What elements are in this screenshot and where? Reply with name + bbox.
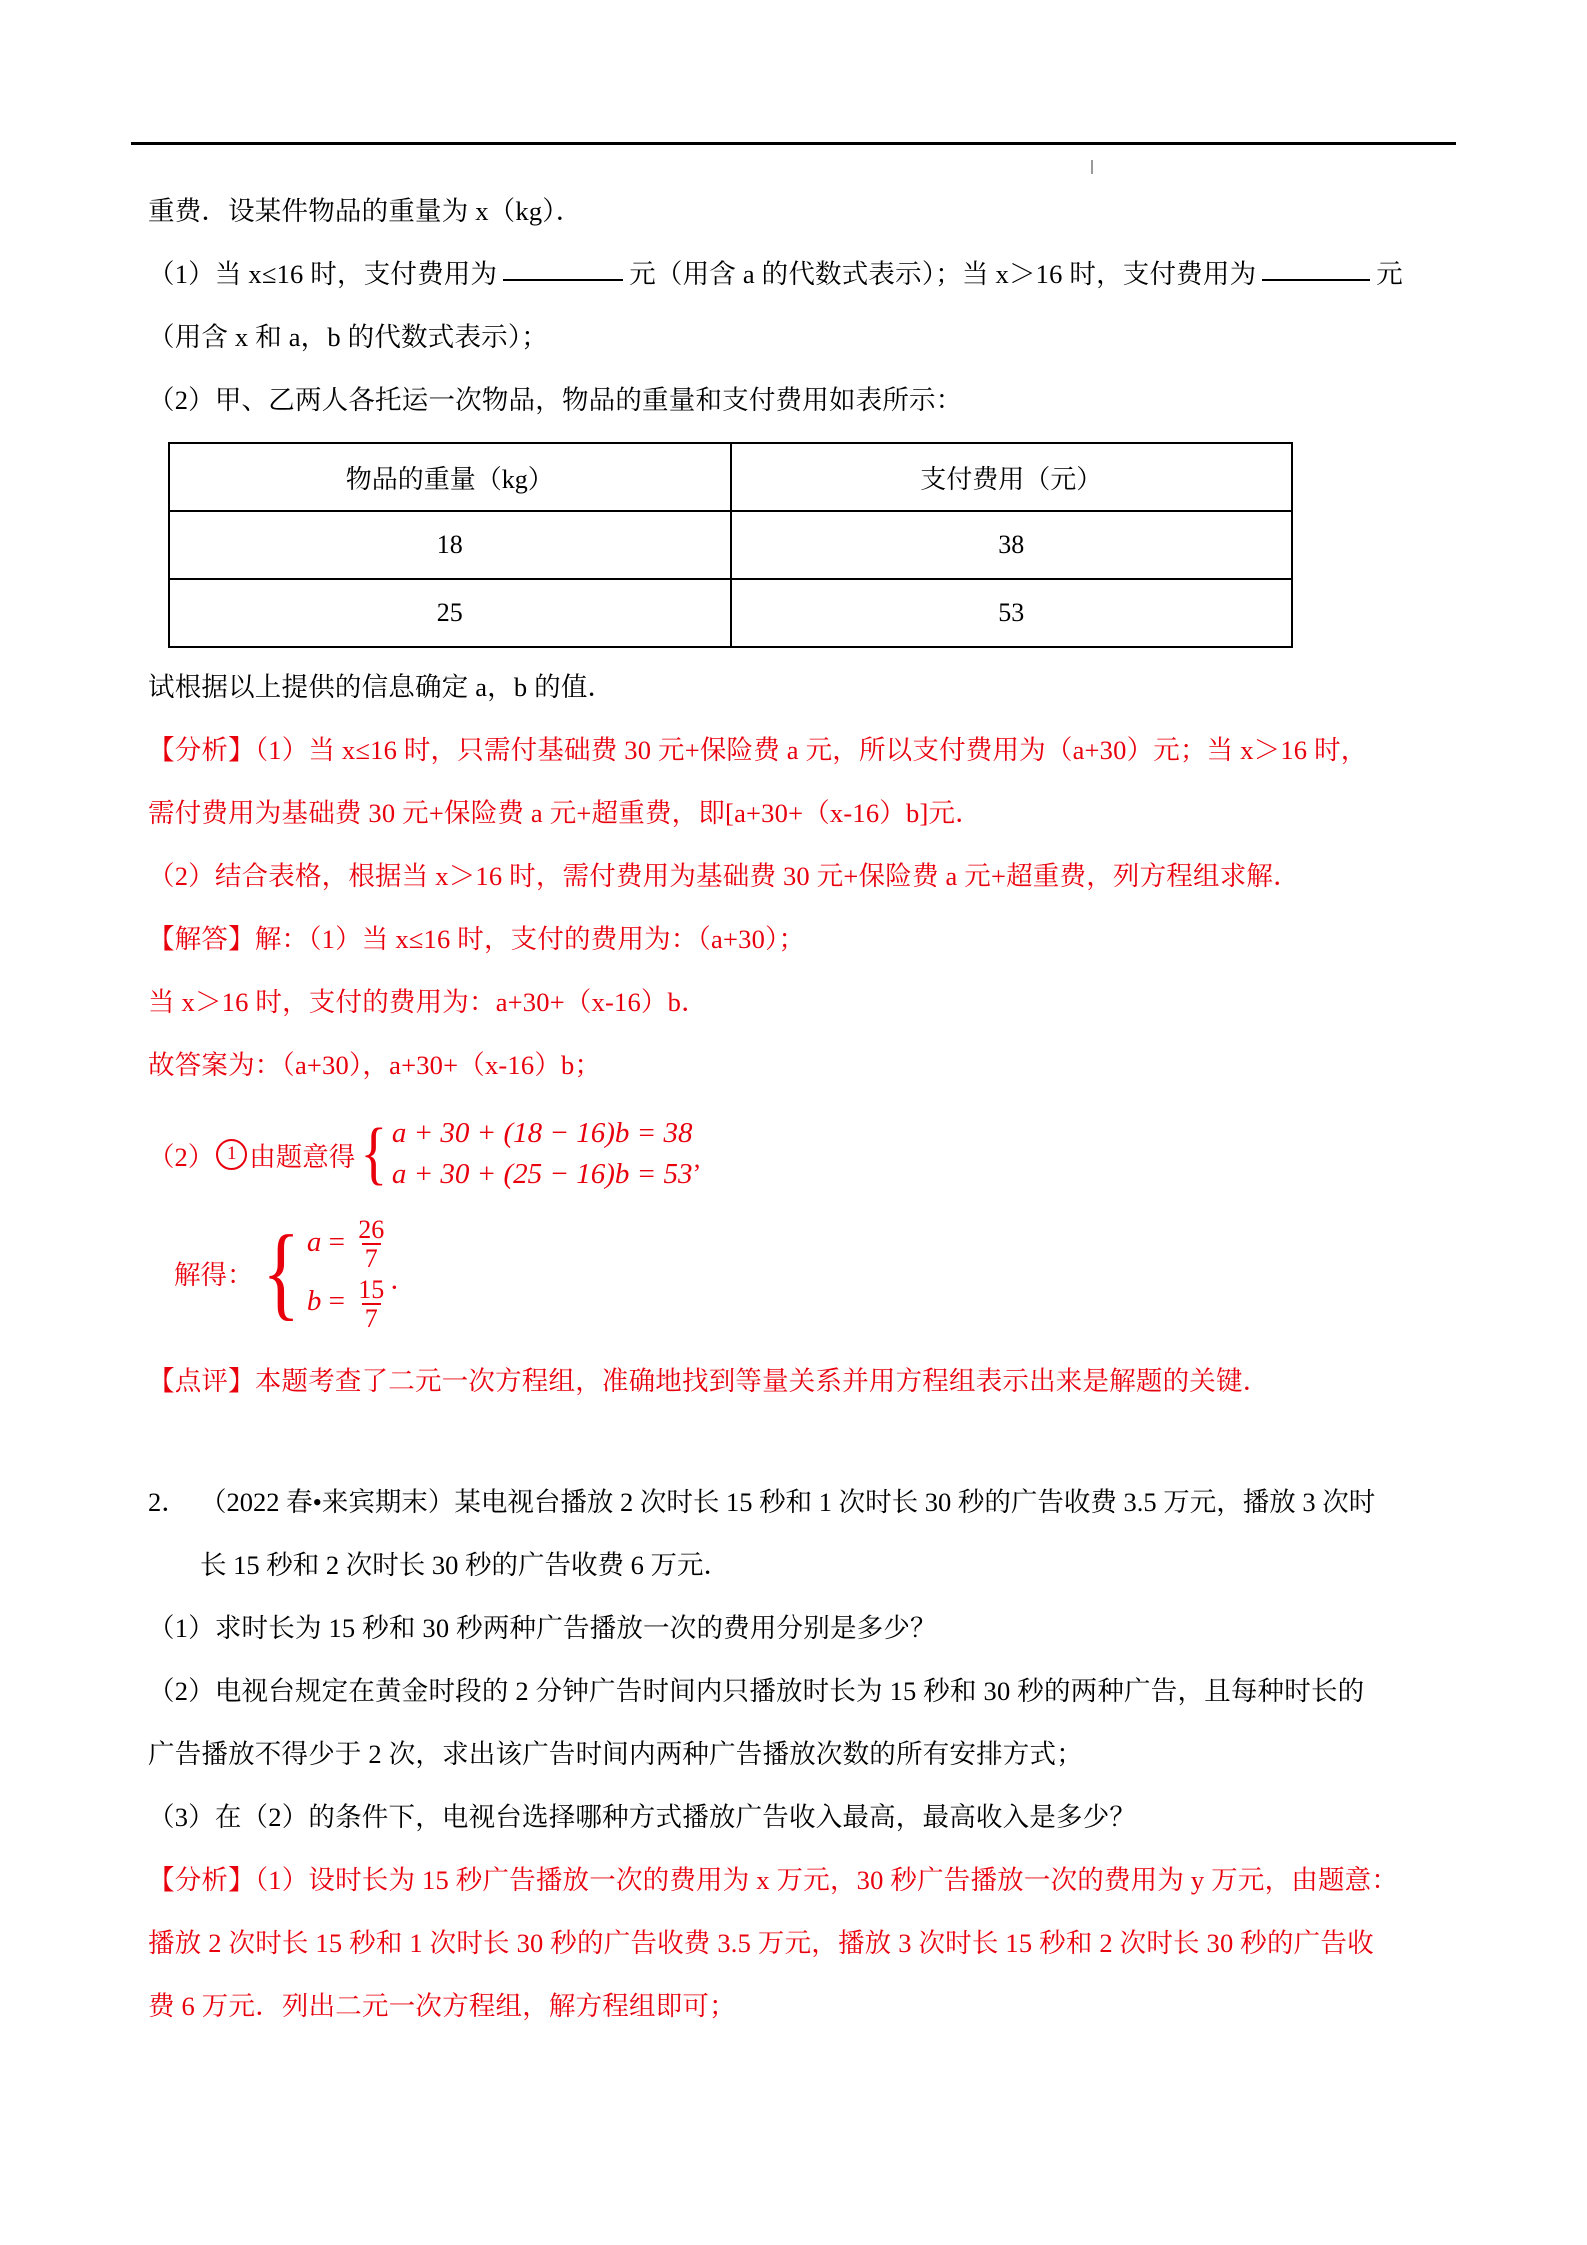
table-row: [169, 511, 1292, 579]
p1-question1-line: [148, 243, 1448, 306]
answer-part2-text: 由题意得: [249, 1141, 356, 1172]
p2-question-1: （1）求时长为 15 秒和 30 秒两种广告播放一次的费用分别是多少？: [148, 1612, 937, 1643]
problem-2-stem-text-2: 长 15 秒和 2 次时长 30 秒的广告收费 6 万元．: [200, 1549, 730, 1580]
p1-question1-cont: （用含 x 和 a，b 的代数式表示）；: [148, 322, 549, 352]
fraction-b-denominator: 7: [362, 1303, 381, 1332]
p1-analysis-line-2: 需付费用为基础费 30 元+保险费 a 元+超重费，即[a+30+（x‑16）b]元．: [148, 798, 982, 828]
table-cell-fee-2: 53: [731, 579, 1293, 647]
p1-lead-line: 重费．设某件物品的重量为 x（kg）．: [148, 196, 583, 226]
p1-after-table: 试根据以上提供的信息确定 a，b 的值．: [148, 672, 615, 702]
answer-label: 【解答】: [148, 924, 255, 954]
analysis-text-1: （1）当 x≤16 时，只需付基础费 30 元+保险费 a 元，所以支付费用为（a+30）元；当 x＞16 时，: [254, 735, 1368, 765]
p2-question-2-line-1: （2）电视台规定在黄金时段的 2 分钟广告时间内只播放时长为 15 秒和 30 秒的两种广告，且每种时长的: [148, 1675, 1365, 1706]
page-content: [148, 180, 1448, 2038]
circled-number-1: 1: [216, 1139, 247, 1170]
fraction-b: [355, 1276, 387, 1332]
answer-blank-1: [503, 279, 623, 281]
p1-system-1-row: [148, 1113, 1448, 1195]
header-rule: [131, 142, 1456, 145]
p2-question-2-line-2: 广告播放不得少于 2 次，求出该广告时间内两种广告播放次数的所有安排方式；: [148, 1738, 1083, 1769]
p2-stem-line-2: [148, 1534, 1448, 1597]
p2-question-3: （3）在（2）的条件下，电视台选择哪种方式播放广告收入最高，最高收入是多少？: [148, 1801, 1137, 1832]
fraction-a: [355, 1216, 387, 1272]
stem-indent: [148, 1534, 200, 1597]
table-cell-fee-1: 38: [731, 511, 1293, 579]
solve-label: 解得：: [174, 1259, 254, 1290]
table-header-fee: 支付费用（元）: [731, 443, 1293, 511]
solution-b: [307, 1272, 390, 1331]
table-row: [169, 579, 1292, 647]
section-spacer: [148, 1413, 1448, 1471]
p1-q1-part-b: 元（用含 a 的代数式表示）；当 x＞16 时，支付费用为: [629, 259, 1257, 289]
comment-label: 【点评】: [148, 1365, 255, 1396]
p1-analysis-line-3: （2）结合表格，根据当 x＞16 时，需付费用为基础费 30 元+保险费 a 元+超重费，列方程组求解．: [148, 861, 1300, 891]
p2-analysis-line-2: 播放 2 次时长 15 秒和 1 次时长 30 秒的广告收费 3.5 万元，播放 3 次时长 15 秒和 2 次时长 30 秒的广告收: [148, 1927, 1374, 1958]
fraction-a-denominator: 7: [362, 1243, 381, 1272]
table-header-row: [169, 443, 1292, 511]
p1-answer-line-2: 当 x＞16 时，支付的费用为：a+30+（x‑16）b．: [148, 987, 708, 1017]
left-brace-icon-2: {: [261, 1213, 300, 1330]
header-tick-mark: [1091, 160, 1093, 174]
p1-question2-intro: （2）甲、乙两人各托运一次物品，物品的重量和支付费用如表所示：: [148, 385, 963, 415]
system-1-trailing: ’: [692, 1158, 702, 1188]
p2-analysis-line-3: 费 6 万元．列出二元一次方程组，解方程组即可；: [148, 1990, 736, 2021]
system-2-trailing: ．: [390, 1264, 417, 1295]
equals-sign-b: =: [328, 1285, 346, 1318]
p1-q1-part-c: 元: [1376, 259, 1403, 289]
table-cell-weight-2: 25: [169, 579, 731, 647]
p2-analysis-label: 【分析】: [148, 1864, 255, 1895]
problem-2-number: 2．: [148, 1486, 188, 1517]
p1-solution-row: [148, 1213, 1448, 1332]
left-brace-icon: {: [360, 1115, 388, 1192]
equation-1: a + 30 + (18 − 16)b = 38: [391, 1117, 693, 1149]
fraction-b-numerator: 15: [358, 1274, 385, 1304]
weights-fees-table: [168, 442, 1293, 648]
analysis-label: 【分析】: [148, 735, 255, 765]
variable-b: b: [306, 1285, 322, 1318]
p2-stem-line-1: [148, 1471, 1448, 1534]
table-header-weight: 物品的重量（kg）: [169, 443, 731, 511]
equals-sign-a: =: [328, 1226, 346, 1258]
table-cell-weight-1: 18: [169, 511, 731, 579]
problem-2: [148, 1471, 1448, 2038]
equation-system-2: [307, 1213, 390, 1332]
answer-text-1: 解：（1）当 x≤16 时，支付的费用为：（a+30）；: [254, 924, 806, 954]
equation-system-1: [392, 1113, 693, 1195]
p2-analysis-text-1: （1）设时长为 15 秒广告播放一次的费用为 x 万元，30 秒广告播放一次的费用为 y 万元，由题意：: [254, 1864, 1399, 1895]
p2-analysis-line-1: [148, 1849, 1448, 1912]
p1-answer-line-3: 故答案为：（a+30），a+30+（x‑16）b；: [148, 1050, 602, 1080]
solution-a: [307, 1213, 390, 1272]
equation-2: a + 30 + (25 − 16)b = 53: [391, 1158, 693, 1190]
comment-text: 本题考查了二元一次方程组，准确地找到等量关系并用方程组表示出来是解题的关键．: [254, 1365, 1270, 1396]
p1-analysis-line-1: [148, 719, 1448, 782]
answer-blank-2: [1262, 279, 1370, 281]
p1-answer-line-1: [148, 908, 1448, 971]
p1-q1-part-a: （1）当 x≤16 时，支付费用为: [148, 259, 498, 289]
problem-2-stem-text-1: （2022 春•来宾期末）某电视台播放 2 次时长 15 秒和 1 次时长 30 秒的广告收费 3.5 万元，播放 3 次时: [200, 1486, 1376, 1517]
p1-comment-line: [148, 1350, 1448, 1413]
fraction-a-numerator: 26: [358, 1215, 385, 1245]
answer-part2-prefix: （2）: [148, 1141, 215, 1172]
variable-a: a: [306, 1226, 322, 1258]
